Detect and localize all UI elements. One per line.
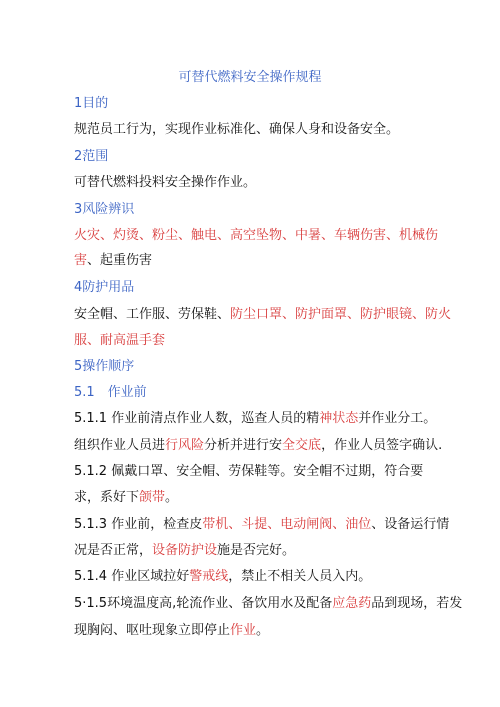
risk-list-line-2 — [74, 252, 152, 270]
item-5-1-1-line-2-a: 组织作业人员进 — [74, 438, 166, 453]
item-5-1-2-line-2 — [74, 489, 178, 507]
item-5-1-5-line-2 — [74, 622, 269, 640]
subsection-5-1-heading: 5.1 作业前 — [74, 385, 147, 400]
item-5-1-2-line-2-c: 。 — [165, 490, 179, 505]
item-5-1-3-text-b: 带机、斗提、电动闸阀、油位 — [202, 517, 372, 532]
ppe-line-1-red: 防尘口罩、防护面罩、防护眼镜、防火 — [230, 307, 452, 322]
item-5-1-4-text-c: ，禁止不相关人员入内。 — [228, 569, 372, 584]
item-5-1-1-line-2-d: 全交底 — [282, 438, 322, 453]
section-3-heading: 3风险辨识 — [74, 202, 135, 217]
item-5-1-2-line-2-a: 求，系好下 — [74, 490, 140, 505]
item-5-1-1-text-c: 并作业分工。 — [358, 411, 437, 426]
section-1-body: 规范员工行为，实现作业标准化、确保人身和设备安全。 — [74, 122, 400, 137]
ppe-line-1 — [74, 306, 451, 324]
item-5-1-3-text-c: 、设备运行情 — [371, 517, 450, 532]
item-5-1-3-line-2-b: 设备防护设 — [152, 543, 218, 558]
item-5-1-5-line-2-c: 。 — [256, 623, 270, 638]
item-5-1-5-text-c: 品到现场，若发 — [371, 596, 463, 611]
item-5-1-1-line-2-c: 分析并进行安 — [204, 438, 283, 453]
item-5-1-1-line-2-e: ，作业人员签字确认. — [321, 438, 443, 453]
document-title: 可替代燃料安全操作规程 — [178, 70, 322, 85]
item-5-1-5-text-a: 5·1.5环境温度高,轮流作业、备饮用水及配备 — [74, 596, 333, 611]
item-5-1-4-text-a: 5.1.4 作业区域拉好 — [74, 569, 190, 584]
item-5-1-5-line-1 — [74, 595, 462, 613]
item-5-1-1-text-b: 神状态 — [319, 411, 359, 426]
item-5-1-1-text-a: 5.1.1 作业前清点作业人数，巡查人员的精 — [74, 411, 320, 426]
item-5-1-1-line-2 — [74, 437, 442, 455]
risk-list-line-2-red: 害 — [74, 253, 88, 268]
risk-list-line-1: 火灾、灼烫、粉尘、触电、高空坠物、中暑、车辆伤害、机械伤 — [74, 228, 439, 243]
item-5-1-5-line-2-a: 现胸闷、呕吐现象立即停止 — [74, 623, 231, 638]
item-5-1-1-line-1 — [74, 410, 436, 428]
risk-list-line-2-black: 、起重伤害 — [87, 253, 153, 268]
item-5-1-2-line-1: 5.1.2 佩戴口罩、安全帽、劳保鞋等。安全帽不过期，符合要 — [74, 464, 424, 479]
item-5-1-3-text-a: 5.1.3 作业前，检查皮 — [74, 517, 203, 532]
section-2-body: 可替代燃料投料安全操作作业。 — [74, 175, 257, 190]
item-5-1-4-text-b: 警戒线 — [189, 569, 229, 584]
section-4-heading: 4防护用品 — [74, 280, 135, 295]
item-5-1-1-line-2-b: 行风险 — [165, 438, 205, 453]
ppe-line-1-black: 安全帽、工作服、劳保鞋、 — [74, 307, 231, 322]
ppe-line-2: 服、耐高温手套 — [74, 333, 166, 348]
item-5-1-4-line-1 — [74, 568, 371, 586]
item-5-1-3-line-2-c: 施是否完好。 — [217, 543, 296, 558]
section-2-heading: 2范围 — [74, 149, 109, 164]
section-1-heading: 1目的 — [74, 96, 109, 111]
item-5-1-3-line-2 — [74, 542, 295, 560]
item-5-1-2-line-2-b: 颌带 — [139, 490, 166, 505]
item-5-1-3-line-2-a: 况是否正常， — [74, 543, 153, 558]
item-5-1-3-line-1 — [74, 516, 449, 534]
section-5-heading: 5操作顺序 — [74, 359, 135, 374]
item-5-1-5-line-2-b: 作业 — [230, 623, 257, 638]
item-5-1-5-text-b: 应急药 — [332, 596, 372, 611]
